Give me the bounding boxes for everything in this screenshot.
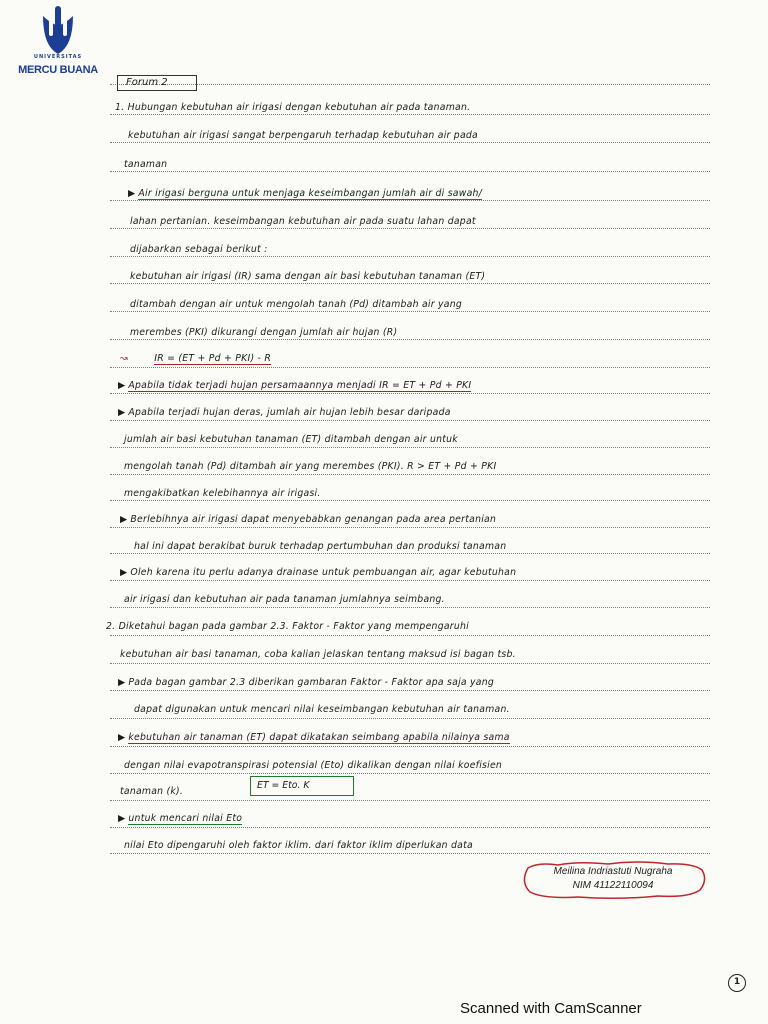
formula-ir: IR = (ET + Pd + PKI) - R [154, 353, 272, 364]
text-line: dengan nilai evapotranspirasi potensial (Eto) dikalikan dengan nilai koefisien [124, 760, 503, 771]
text-line: merembes (PKI) dikurangi dengan jumlah air hujan (R) [130, 327, 398, 338]
text-line: Berlebihnya air irigasi dapat menyebabkan genangan pada area pertanian [130, 514, 497, 525]
bullet-line [128, 188, 482, 199]
bullet-arrow-icon: ▶ [120, 567, 128, 578]
text-line: Apabila terjadi hujan deras, jumlah air hujan lebih besar daripada [128, 407, 451, 418]
bullet-line [120, 514, 496, 525]
university-logo [8, 6, 100, 86]
text-line: dijabarkan sebagai berikut : [130, 244, 268, 255]
bullet-arrow-icon: ▶ [118, 813, 126, 824]
text-line: air irigasi dan kebutuhan air pada tanaman jumlahnya seimbang. [124, 594, 445, 605]
bullet-arrow-icon: ▶ [118, 407, 126, 418]
text-line: nilai Eto dipengaruhi oleh faktor iklim. dari faktor iklim diperlukan data [124, 840, 473, 851]
bullet-line [120, 567, 516, 578]
logo-brand-text: MERCU BUANA [18, 64, 98, 76]
text-line: mengakibatkan kelebihannya air irigasi. [124, 488, 321, 499]
text-line: Pada bagan gambar 2.3 diberikan gambaran Faktor - Faktor apa saja yang [128, 677, 495, 688]
page-title: Forum 2 [117, 75, 197, 91]
author-stamp [518, 860, 708, 900]
page-number: 1 [728, 974, 746, 992]
text-line: kebutuhan air tanaman (ET) dapat dikatakan seimbang apabila nilainya sama [128, 732, 510, 743]
formula-line [120, 353, 271, 364]
text-line: Air irigasi berguna untuk menjaga keseimbangan jumlah air di sawah/ [138, 188, 483, 199]
text-line: ditambah dengan air untuk mengolah tanah (Pd) ditambah air yang [130, 299, 463, 310]
text-line: kebutuhan air irigasi sangat berpengaruh terhadap kebutuhan air pada [128, 130, 479, 141]
text-line: Apabila tidak terjadi hujan persamaannya menjadi IR = ET + Pd + PKI [128, 380, 472, 391]
text-line: 1. Hubungan kebutuhan air irigasi dengan kebutuhan air pada tanaman. [115, 102, 471, 113]
bullet-arrow-icon: ▶ [118, 677, 126, 688]
text-line: 2. Diketahui bagan pada gambar 2.3. Faktor - Faktor yang mempengaruhi [106, 621, 469, 632]
text-line: dapat digunakan untuk mencari nilai keseimbangan kebutuhan air tanaman. [134, 704, 510, 715]
text-line: hal ini dapat berakibat buruk terhadap pertumbuhan dan produksi tanaman [134, 541, 507, 552]
logo-university-text: UNIVERSITAS [33, 54, 83, 60]
bullet-line [118, 677, 494, 688]
logo-emblem-icon [41, 6, 75, 56]
bullet-line [118, 380, 471, 391]
text-line: jumlah air basi kebutuhan tanaman (ET) ditambah dengan air untuk [124, 434, 458, 445]
bullet-line [118, 813, 242, 824]
text-line: mengolah tanah (Pd) ditambah air yang merembes (PKI). R > ET + Pd + PKI [124, 461, 497, 472]
bullet-line [118, 732, 510, 743]
author-name: Meilina Indriastuti Nugraha [553, 866, 673, 877]
bullet-arrow-icon: ▶ [120, 514, 128, 525]
bullet-arrow-icon: ▶ [118, 380, 126, 391]
text-line: lahan pertanian. keseimbangan kebutuhan air pada suatu lahan dapat [130, 216, 476, 227]
text-line: kebutuhan air basi tanaman, coba kalian jelaskan tentang maksud isi bagan tsb. [120, 649, 516, 660]
text-line: untuk mencari nilai Eto [128, 813, 243, 824]
author-nim: NIM 41122110094 [572, 880, 654, 891]
scanner-watermark: Scanned with CamScanner [460, 1000, 642, 1017]
text-line: tanaman [124, 159, 168, 170]
curved-arrow-icon: ↝ [120, 353, 129, 364]
text-line: tanaman (k). [120, 786, 184, 797]
bullet-arrow-icon: ▶ [128, 188, 136, 199]
bullet-arrow-icon: ▶ [118, 732, 126, 743]
formula-et-box: ET = Eto. K [250, 776, 354, 796]
bullet-line [118, 407, 451, 418]
text-line: kebutuhan air irigasi (IR) sama dengan air basi kebutuhan tanaman (ET) [130, 271, 486, 282]
text-line: Oleh karena itu perlu adanya drainase untuk pembuangan air, agar kebutuhan [130, 567, 517, 578]
